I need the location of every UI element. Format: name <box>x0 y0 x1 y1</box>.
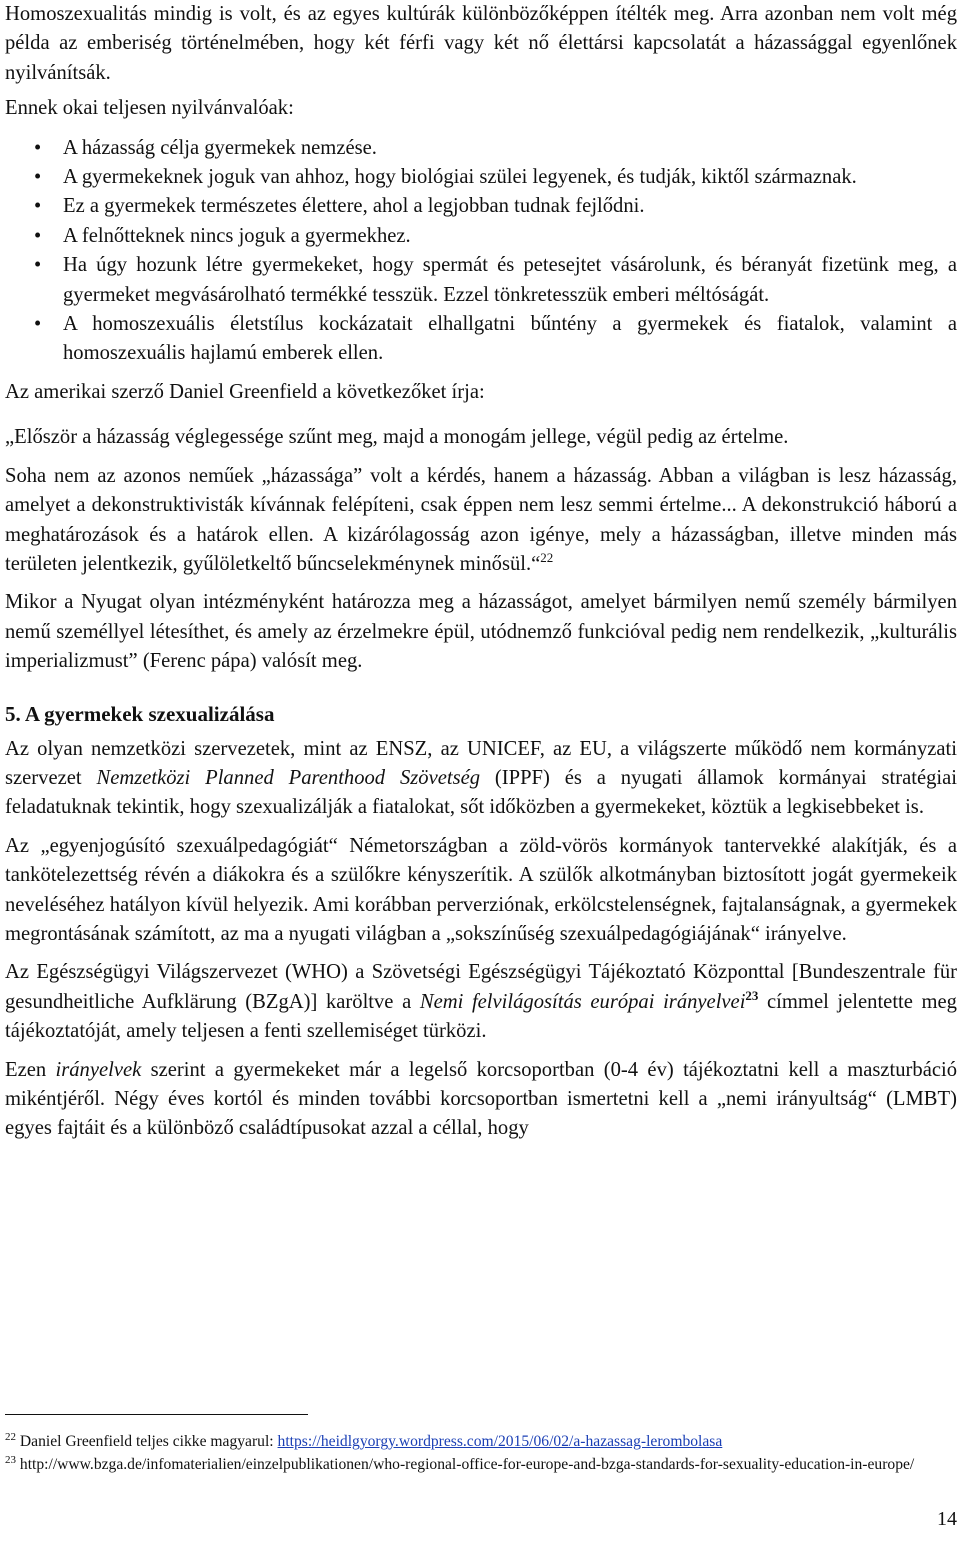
paragraph-guidelines <box>5 1056 957 1144</box>
bullet-icon: • <box>34 254 42 277</box>
footnote-23 <box>5 1453 957 1476</box>
bullet-icon: • <box>34 313 42 336</box>
footnote-22 <box>5 1430 957 1453</box>
section-heading: 5. A gyermekek szexualizálása <box>5 701 275 726</box>
bullet-icon: • <box>34 195 42 218</box>
footnote-text: Daniel Greenfield teljes cikke magyarul: <box>19 1433 278 1450</box>
paragraph-west: Mikor a Nyugat olyan intézményként határozza meg a házasságot, amelyet bármilyen nemű személy bármilyen nemű személlyel létesíthet, és amely az érzelmekre épül, utódnemző funkcióval pedig nem rendelkezik, „kulturális imperializmust” (Ferenc pápa) valósít meg. <box>5 591 957 673</box>
paragraph-reasons-lead: Ennek okai teljesen nyilvánvalóak: <box>5 97 294 120</box>
quote-first-line: „Először a házasság véglegessége szűnt meg, majd a monogám jellege, végül pedig az értelme. <box>5 426 789 449</box>
bullet-icon: • <box>34 224 42 247</box>
paragraph-intro: Homoszexualitás mindig is volt, és az egyes kultúrák különbözőképpen ítélték meg. Arra azonban nem volt még példa az emberiség történelmében, hogy két férfi vagy két nő élettársi kapcsolatát a házassággal egyenlőnek nyilvánítsák. <box>5 3 957 84</box>
paragraph-organizations <box>5 735 957 823</box>
paragraph-greenfield-lead: Az amerikai szerző Daniel Greenfield a következőket írja: <box>5 380 485 403</box>
page-number: 14 <box>937 1508 957 1530</box>
quote-body <box>5 462 957 580</box>
list-item <box>5 134 957 163</box>
paragraph-text: (IPPF) és a nyugati államok kormányai stratégiai feladatuknak tekintik, hogy szexualizálják a fiatalokat, sőt időközben a gyermekeket, köztük a legkisebbeket is. <box>5 766 957 819</box>
list-item-text: A homoszexuális életstílus kockázatait elhallgatni bűntény a gyermekek és fiatalok, valamint a homoszexuális hajlamú emberek ellen. <box>63 313 957 365</box>
list-item-text: A házasság célja gyermekek nemzése. <box>63 136 377 159</box>
paragraph-text: szerint a gyermekeket már a legelső korcsoportban (0-4 év) tájékoztatni kell a maszturbáció mikéntjéről. Négy éves kortól és minden további korcsoportban ismertetni kell a „nemi irányultság“ (LMBT) egyes fajtáit és a különböző családtípusokat azzal a céllal, hogy <box>5 1058 957 1140</box>
quote-body-text: Soha nem az azonos neműek „házassága” volt a kérdés, hanem a házasság. Abban a világban is lesz házasság, amelyet a dekonstruktivisták kívánnak felépíteni, csak éppen nem lesz semmi értelme... A dekonstrukció háború a meghatározások és a határok ellen. A kizárólagosság azon igénye, mely a házasságban, illetve minden más területen jelentkezik, gyűlöletkeltő bűncselekménynek minősül.“ <box>5 464 957 575</box>
footnote-url: http://www.bzga.de/infomaterialien/einzelpublikationen/who-regional-office-for-europe-and-bzga-standards-for-sexuality-education-in-europe/ <box>19 1456 915 1473</box>
footnote-ref-23[interactable]: 23 <box>745 987 759 1003</box>
paragraph-text: Az olyan nemzetközi szervezetek, mint az ENSZ, az UNICEF, az EU, a világszerte működő nem kormányzati szervezet <box>5 737 957 789</box>
list-item-text: Ha úgy hozunk létre gyermekeket, hogy spermát és petesejtet vásárolunk, és béranyát fizetünk meg, a gyermeket megvásárolható termékké tesszük. Ezzel tönkretesszük emberi méltóságát. <box>63 254 957 306</box>
footnote-number: 22 <box>5 1430 16 1443</box>
list-item <box>5 163 957 192</box>
list-item <box>5 310 957 369</box>
footnote-separator <box>5 1414 308 1415</box>
list-item <box>5 251 957 310</box>
paragraph-text: Az Egészségügyi Világszervezet (WHO) a Szövetségi Egészségügyi Tájékoztató Központtal [Bundeszentrale für gesundheitliche Aufklärung (BZgA)] karöltve a <box>5 961 957 1013</box>
bullet-icon: • <box>34 136 42 159</box>
paragraph-text: Ezen <box>5 1058 56 1081</box>
bullet-icon: • <box>34 166 42 189</box>
list-item <box>5 192 957 221</box>
list-item-text: A gyermekeknek joguk van ahhoz, hogy biológiai szülei legyenek, és tudják, kiktől származnak. <box>63 166 857 189</box>
footnote-link[interactable]: https://heidlgyorgy.wordpress.com/2015/06/02/a-hazassag-lerombolasa <box>277 1433 723 1450</box>
document-page <box>5 0 957 1144</box>
list-item <box>5 222 957 251</box>
footnote-number: 23 <box>5 1453 16 1466</box>
guidelines-title: Nemi felvilágosítás európai irányelvei <box>419 990 746 1013</box>
reasons-list <box>5 134 957 369</box>
list-item-text: A felnőtteknek nincs joguk a gyermekhez. <box>63 224 411 247</box>
paragraph-germany: Az „egyenjogúsító szexuálpedagógiát“ Németországban a zöld-vörös kormányok tantervekké alakítják, és a tankötelezettség révén a diákokra és a szülőkre kényszerítik. A szülők alkotmányban biztosított jogát gyermekeik neveléséhez hatályon kívül helyezik. Ami korábban perverziónak, erkölcstelenségnek, fajtalanságnak, a gyermekek megrontásának számított, az ma a nyugati világban a „sokszínűség szexuálpedagógiájának“ irányelve. <box>5 834 957 945</box>
ippf-name: Nemzetközi Planned Parenthood Szövetség <box>96 766 481 789</box>
footnote-ref-22[interactable]: 22 <box>540 550 554 566</box>
guidelines-word: irányelvek <box>55 1058 142 1081</box>
paragraph-who <box>5 958 957 1046</box>
paragraph-text: címmel jelentette meg tájékoztatóját, amely teljesen a fenti szellemiséget türközi. <box>5 990 957 1043</box>
footnotes <box>5 1430 957 1476</box>
list-item-text: Ez a gyermekek természetes élettere, ahol a legjobban tudnak fejlődni. <box>63 195 645 218</box>
